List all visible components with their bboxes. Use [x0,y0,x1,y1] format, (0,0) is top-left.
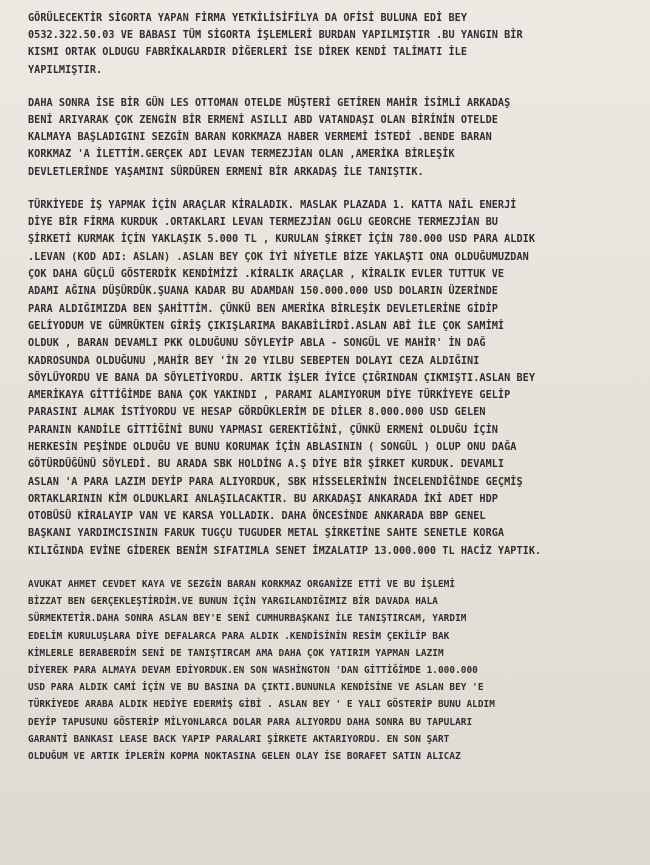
text-line: PARANIN KANDİLE GİTTİĞİNİ BUNU YAPMASI GEREKTİĞİNİ, ÇÜNKÜ ERMENİ OLDUĞU İÇİN [28,424,498,436]
text-line: TÜRKİYEDE İŞ YAPMAK İÇİN ARAÇLAR KİRALADIK. MASLAK PLAZADA 1. KATTA NAİL ENERJİ [28,199,517,211]
paragraph-insurance [28,10,634,79]
text-line: DEVLETLERİNDE YAŞAMINI SÜRDÜREN ERMENİ BİR ARKADAŞ İLE TANIŞTIK. [28,166,424,178]
text-line: SÜRMEKTETİR.DAHA SONRA ASLAN BEY'E SENİ CUMHURBAŞKANI İLE TANIŞTIRCAM, YARDIM [28,613,467,625]
text-line: AMERİKAYA GİTTİĞİMDE BANA ÇOK YAKINDI , PARAMI ALAMIYORUM DİYE TÜRKİYEYE GELİP [28,390,511,402]
text-line: KORKMAZ 'A İLETTİM.GERÇEK ADI LEVAN TERMEZJİAN OLAN ,AMERİKA BİRLEŞİK [28,149,455,161]
text-line: ŞİRKETİ KURMAK İÇİN YAKLAŞIK 5.000 TL , KURULAN ŞİRKET İÇİN 780.000 USD PARA ALDIK [28,234,536,246]
paragraph-hotel-meeting [28,95,634,181]
text-line: ÇOK DAHA GÜÇLÜ GÖSTERDİK KENDİMİZİ .KİRALIK ARAÇLAR , KİRALIK EVLER TUTTUK VE [28,269,505,281]
text-line: BİZZAT BEN GERÇEKLEŞTİRDİM.VE BUNUN İÇİN YARGILANDIĞIMIZ BİR DAVADA HALA [28,596,438,608]
text-line: OTOBÜSÜ KİRALAYIP VAN VE KARSA YOLLADIK. DAHA ÖNCESİNDE ANKARADA BBP GENEL [28,511,486,523]
text-line: KALMAYA BAŞLADIGINI SEZGİN BARAN KORKMAZA HABER VERMEMİ İSTEDİ .BENDE BARAN [28,132,492,144]
text-line: BENİ ARIYARAK ÇOK ZENGİN BİR ERMENİ ASILLI ABD VATANDAŞI OLAN BİRİNİN OTELDE [28,115,498,127]
text-line: PARA ALDIĞIMIZDA BEN ŞAHİTTİM. ÇÜNKÜ BEN AMERİKA BİRLEŞİK DEVLETLERİNE GİDİP [28,303,498,315]
text-line: SÖYLÜYORDU VE BANA DA SÖYLETİYORDU. ARTIK İŞLER İYİCE ÇIĞRINDAN ÇIKMIŞTI.ASLAN BEY [28,372,536,384]
text-line: KILIĞINDA EVİNE GİDEREK BENİM SIFATIMLA SENET İMZALATIP 13.000.000 TL HACİZ YAPTIK. [28,545,542,557]
text-line: ORTAKLARININ KİM OLDUKLARI ANLAŞILACAKTIR. BU ARKADAŞI ANKARADA İKİ ADET HDP [28,493,498,505]
text-line: OLDUĞUM VE ARTIK İPLERİN KOPMA NOKTASINA GELEN OLAY İSE BORAFET SATIN ALICAZ [28,751,461,763]
paragraph-business-dealings [28,197,634,560]
text-line: BAŞKANI YARDIMCISININ FARUK TUGÇU TUGUDER METAL ŞİRKETİNE SAHTE SENETLE KORGA [28,528,505,540]
text-line: GARANTİ BANKASI LEASE BACK YAPIP PARALARI ŞİRKETE AKTARIYORDU. EN SON ŞART [28,733,450,745]
text-line: TÜRKİYEDE ARABA ALDIK HEDİYE EDERMİŞ GİBİ . ASLAN BEY ' E YALI GÖSTERİP BUNU ALDIM [28,699,495,711]
text-line: .LEVAN (KOD ADI: ASLAN) .ASLAN BEY ÇOK İYİ NİYETLE BİZE YAKLAŞTI ONA OLDUĞUMUZDAN [28,251,529,263]
text-line: ASLAN 'A PARA LAZIM DEYİP PARA ALIYORDUK, SBK HİSSELERİNİN İNCELENDİĞİNDE GEÇMİŞ [28,476,523,488]
text-line: EDELİM KURULUŞLARA DİYE DEFALARCA PARA ALDIK .KENDİSİNİN RESİM ÇEKİLİP BAK [28,630,450,642]
text-line: DEYİP TAPUSUNU GÖSTERİP MİLYONLARCA DOLAR PARA ALIYORDU DAHA SONRA BU TAPULARI [28,716,473,728]
text-line: HERKESİN PEŞİNDE OLDUĞU VE BUNU KORUMAK İÇİN ABLASININ ( SONGÜL ) OLUP ONU DAĞA [28,441,517,453]
text-line: KADROSUNDA OLDUĞUNU ,MAHİR BEY 'İN 20 YILBU SEBEPTEN DOLAYI CEZA ALDIĞINI [28,355,480,367]
text-line: GELİYODUM VE GÜMRÜKTEN GİRİŞ ÇIKIŞLARIMA BAKABİLİRDİ.ASLAN ABİ İLE ÇOK SAMİMİ [28,320,505,332]
text-line: GÖTÜRDÜĞÜNÜ SÖYLEDİ. BU ARADA SBK HOLDİNG A.Ş DİYE BİR ŞİRKET KURDUK. DEVAMLI [28,459,505,471]
text-line: 0532.322.50.03 VE BABASI TÜM SİGORTA İŞLEMLERİ BURDAN YAPILMIŞTIR .BU YANGIN BİR [28,30,523,42]
text-line: ADAMI AĞINA DÜŞÜRDÜK.ŞUANA KADAR BU ADAMDAN 150.000.000 USD DOLARIN ÜZERİNDE [28,286,498,298]
text-line: OLDUK , BARAN DEVAMLI PKK OLDUĞUNU SÖYLEYİP ABLA - SONGÜL VE MAHİR' İN DAĞ [28,338,486,350]
text-line: KISMI ORTAK OLDUGU FABRİKALARDIR DİĞERLERİ İSE DİREK KENDİ TALİMATI İLE [28,47,468,59]
text-line: KİMLERLE BERABERDİM SENİ DE TANIŞTIRCAM AMA DAHA ÇOK YATIRIM YAPMAN LAZIM [28,647,444,659]
text-line: AVUKAT AHMET CEVDET KAYA VE SEZGİN BARAN KORKMAZ ORGANİZE ETTİ VE BU İŞLEMİ [28,579,456,591]
text-line: DAHA SONRA İSE BİR GÜN LES OTTOMAN OTELDE MÜŞTERİ GETİREN MAHİR İSİMLİ ARKADAŞ [28,97,511,109]
paragraph-lawyer-operations [28,576,634,765]
text-line: DİYE BİR FİRMA KURDUK .ORTAKLARI LEVAN TERMEZJİAN OGLU GEORCHE TERMEZJİAN BU [28,217,498,229]
text-line: PARASINI ALMAK İSTİYORDU VE HESAP GÖRDÜKLERİM DE DİLER 8.000.000 USD GELEN [28,407,486,419]
text-line: YAPILMIŞTIR. [28,64,103,76]
text-line: DİYEREK PARA ALMAYA DEVAM EDİYORDUK.EN SON WASHİNGTON 'DAN GİTTİĞİMDE 1.000.000 [28,665,478,677]
text-line: USD PARA ALDIK CAMİ İÇİN VE BU BASINA DA ÇIKTI.BUNUNLA KENDİSİNE VE ASLAN BEY 'E [28,682,484,694]
text-line: GÖRÜLECEKTİR SİGORTA YAPAN FİRMA YETKİLİSİFİLYA DA OFİSİ BULUNA EDİ BEY [28,13,468,24]
